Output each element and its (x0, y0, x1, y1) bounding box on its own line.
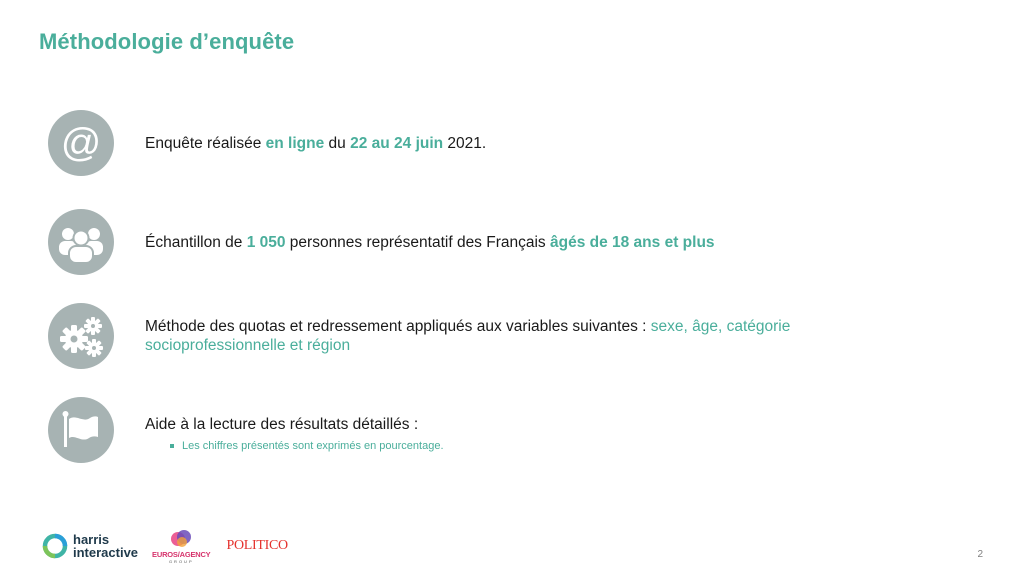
text-segment: 2021. (443, 135, 487, 152)
people-group-icon (48, 209, 114, 275)
harris-ring-icon (41, 532, 69, 560)
footer-logos (41, 528, 288, 564)
highlight-segment: 1 050 (246, 234, 286, 251)
harris-logo-line2: interactive (73, 545, 139, 560)
highlight-segment: en ligne (265, 135, 325, 152)
text-segment: Aide à la lecture des résultats détaillés : (145, 416, 419, 433)
page-title: Méthodologie d’enquête (39, 29, 295, 54)
method-text (145, 134, 905, 153)
text-segment: Échantillon de (145, 234, 247, 251)
text-segment: du (324, 135, 351, 152)
method-item-sample (48, 209, 948, 275)
bullet-marker (170, 444, 174, 448)
at-sign-icon (48, 110, 114, 176)
highlight-segment: sexe, âge, catégorie socioprofessionnelle et région (145, 318, 791, 354)
method-text (145, 233, 905, 252)
harris-interactive-logo (41, 532, 138, 560)
flag-icon (48, 397, 114, 463)
euros-agency-logo (152, 529, 210, 564)
method-item-quotas (48, 303, 948, 369)
euros-agency-logo-text: EUROS/AGENCY (152, 549, 211, 559)
bullet-text: Les chiffres présentés sont exprimés en pourcentage. (182, 440, 444, 452)
text-segment: Enquête réalisée (145, 135, 266, 152)
highlight-segment: 22 au 24 juin (350, 135, 444, 152)
highlight-segment: âgés de 18 ans et plus (549, 234, 715, 251)
euros-agency-mark-icon (168, 529, 194, 549)
euros-agency-logo-sub: GROUP (168, 558, 194, 564)
svg-text:@: @ (60, 121, 102, 165)
harris-logo-line1: harris (73, 532, 110, 547)
method-item-reading-aid (48, 397, 948, 463)
method-text (145, 415, 905, 434)
method-item-online (48, 110, 948, 176)
text-segment: personnes représentatif des Français (285, 234, 550, 251)
method-text (145, 317, 905, 355)
page-number: 2 (977, 549, 983, 560)
gears-icon (48, 303, 114, 369)
politico-logo: POLITICO (226, 538, 288, 553)
bullet-item (170, 440, 444, 452)
text-segment: Méthode des quotas et redressement appliqués aux variables suivantes : (145, 318, 651, 335)
